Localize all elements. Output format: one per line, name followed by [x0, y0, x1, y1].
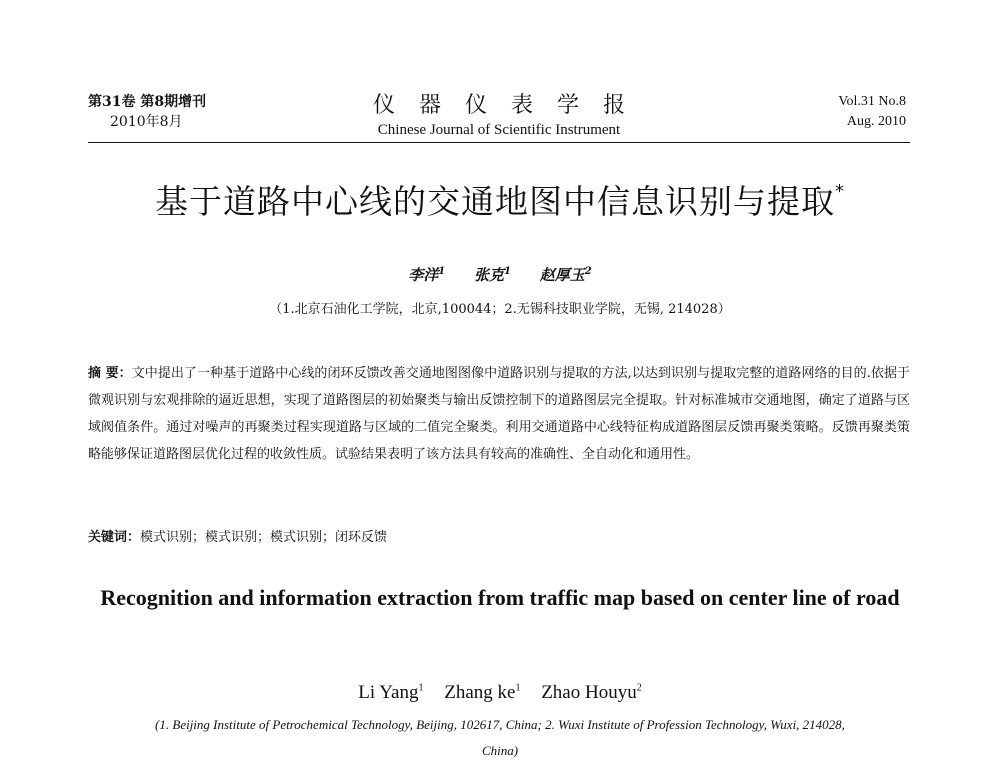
header-rule	[88, 142, 910, 143]
author-name: Zhao Houyu	[541, 682, 637, 703]
author-affil-mark: 2	[636, 682, 642, 694]
keywords-label: 关键词：	[88, 530, 141, 545]
paper-title-en: Recognition and information extraction from traffic map based on center line of road	[100, 585, 900, 610]
author-list-en	[0, 682, 1000, 704]
author-en	[358, 682, 423, 703]
author-name: Li Yang	[358, 682, 419, 703]
author-cn	[408, 266, 445, 284]
journal-name-cn: 仪器仪表学报	[372, 93, 649, 118]
author-affil-mark: 1	[438, 266, 446, 277]
abstract-cn	[88, 360, 910, 468]
issue-date-en: Aug. 2010	[846, 114, 906, 129]
author-cn	[474, 266, 511, 284]
keywords-text: 模式识别；模式识别；模式识别；闭环反馈	[140, 530, 388, 545]
author-name: Zhang ke	[444, 682, 516, 703]
paper-title-cn-text: 基于道路中心线的交通地图中信息识别与提取	[155, 182, 835, 221]
volume-issue: 第31卷 第8期增刊	[88, 94, 207, 110]
journal-name	[88, 92, 910, 140]
journal-name-en: Chinese Journal of Scientific Instrument	[377, 122, 621, 138]
abstract-text: 文中提出了一种基于道路中心线的闭环反馈改善交通地图图像中道路识别与提取的方法,以达到识别与提取完整的道路网络的目的.依据于微观识别与宏观排除的逼近思想，实现了道路图层的初始聚类与输出反馈控制下的道路图层完全提取。针对标准城市交通地图，确定了道路与区域阀值条件。通过对噪声的再聚类过程实现道路与区域的二值完全聚类。利用交通道路中心线特征构成道路图层反馈再聚类策略。反馈再聚类策略能够保证道路图层优化过程的收敛性质。试验结果表明了该方法具有较高的准确性、全自动化和通用性。	[88, 366, 911, 462]
author-en	[444, 682, 520, 703]
abstract-label: 摘 要：	[88, 366, 132, 381]
author-name: 李洋	[408, 266, 439, 284]
author-list-cn	[0, 264, 1000, 285]
author-affil-mark: 1	[418, 682, 424, 694]
author-name: 张克	[474, 266, 505, 284]
keywords-cn	[88, 526, 910, 545]
author-name: 赵厚玉	[539, 266, 585, 284]
issue-date: 2010年8月	[110, 114, 183, 130]
journal-header	[88, 92, 910, 144]
title-footnote-mark: *	[835, 181, 845, 202]
volume-issue-en: Vol.31 No.8	[838, 94, 906, 109]
author-en	[541, 682, 642, 703]
paper-title-cn	[0, 176, 1000, 223]
volume-info-en	[838, 92, 906, 132]
author-affil-mark: 1	[515, 682, 521, 694]
author-affil-mark: 2	[584, 266, 592, 277]
affiliation-cn: （1.北京石油化工学院，北京,100044；2.无锡科技职业学院，无锡, 214028）	[269, 302, 731, 317]
author-cn	[540, 266, 592, 284]
author-affil-mark: 1	[504, 266, 511, 277]
affiliation-en: (1. Beijing Institute of Petrochemical Technology, Beijing, 102617, China; 2. Wuxi Institute of Profession Technology, Wuxi, 214028, China)	[155, 717, 845, 758]
